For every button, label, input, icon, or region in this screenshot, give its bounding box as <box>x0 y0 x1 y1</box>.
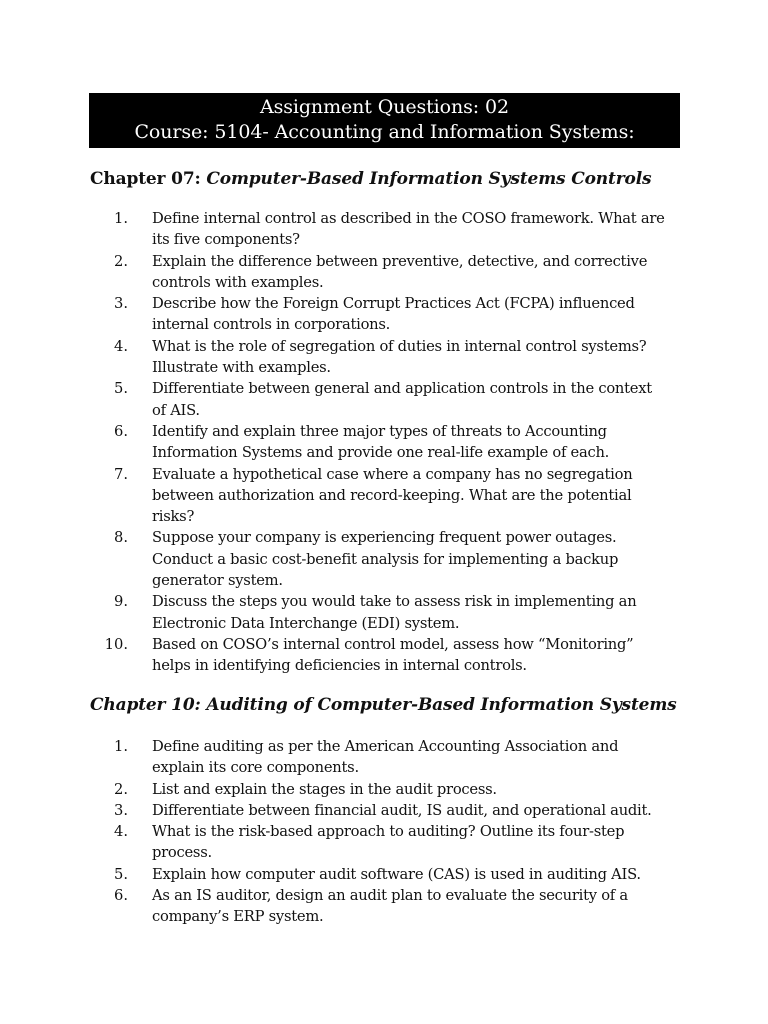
question-number: 8. <box>113 529 128 547</box>
question-text: Evaluate a hypothetical case where a company has no segregation between authorization and record-keeping. What are the potential risks? <box>152 465 633 526</box>
question-item <box>90 421 690 464</box>
question-number: 6. <box>113 887 128 905</box>
chapter-07-question-list <box>90 208 690 677</box>
question-number: 5. <box>113 380 128 398</box>
chapter-10-question-list <box>90 736 690 928</box>
question-number: 1. <box>113 210 128 227</box>
question-text: Explain how computer audit software (CAS) is used in auditing AIS. <box>152 865 641 883</box>
assignment-title: Assignment Questions: 02 <box>259 96 510 118</box>
question-item <box>90 251 690 294</box>
question-text: Identify and explain three major types of threats to Accounting Information Systems and provide one real-life example of each. <box>152 422 610 462</box>
question-number: 9. <box>113 593 128 611</box>
question-number: 2. <box>113 252 128 270</box>
question-item <box>90 527 690 591</box>
chapter-07-title: Computer-Based Information Systems Controls <box>206 169 652 189</box>
question-item <box>90 779 690 800</box>
question-text: Define internal control as described in the COSO framework. What are its five components? <box>152 210 665 249</box>
question-item <box>90 378 690 421</box>
question-text: Differentiate between general and application controls in the context of AIS. <box>152 380 652 419</box>
chapter-10-title: Chapter 10: Auditing of Computer-Based Information Systems <box>90 695 677 715</box>
assignment-header-banner <box>89 93 680 148</box>
question-item <box>90 293 690 336</box>
question-text: Differentiate between financial audit, IS audit, and operational audit. <box>152 801 652 819</box>
question-item <box>90 634 690 677</box>
question-text: List and explain the stages in the audit process. <box>152 780 497 798</box>
question-item <box>90 464 690 528</box>
question-item <box>90 591 690 634</box>
question-item <box>90 800 690 821</box>
question-item <box>90 885 690 928</box>
question-number: 5. <box>113 865 128 883</box>
question-item <box>90 336 690 379</box>
question-text: What is the risk-based approach to auditing? Outline its four-step process. <box>152 823 625 862</box>
question-number: 3. <box>113 801 128 819</box>
question-number: 7. <box>113 465 128 483</box>
chapter-07-label: Chapter 07: <box>90 169 207 189</box>
question-number: 3. <box>113 295 128 313</box>
question-item <box>90 736 690 779</box>
question-text: Explain the difference between preventive, detective, and corrective controls with examples. <box>152 252 648 291</box>
chapter-07-heading <box>90 168 651 190</box>
question-text: Discuss the steps you would take to assess risk in implementing an Electronic Data Interchange (EDI) system. <box>152 593 637 632</box>
question-text: What is the role of segregation of duties in internal control systems? Illustrate with examples. <box>152 337 647 377</box>
question-number: 2. <box>113 780 128 798</box>
question-number: 10. <box>104 635 128 653</box>
question-number: 6. <box>113 422 128 440</box>
question-item <box>90 821 690 864</box>
question-text: Suppose your company is experiencing frequent power outages. Conduct a basic cost-benefit analysis for implementing a backup generator system. <box>152 529 619 590</box>
question-number: 1. <box>113 738 128 755</box>
question-text: Define auditing as per the American Accounting Association and explain its core components. <box>152 738 619 777</box>
question-item <box>90 208 690 251</box>
question-number: 4. <box>113 337 128 355</box>
question-item <box>90 864 690 885</box>
question-text: As an IS auditor, design an audit plan to evaluate the security of a company’s ERP system. <box>152 887 628 926</box>
course-title: Course: 5104- Accounting and Information Systems: <box>134 121 635 143</box>
question-text: Based on COSO’s internal control model, assess how “Monitoring” helps in identifying deficiencies in internal controls. <box>152 635 634 675</box>
chapter-10-heading <box>90 694 677 716</box>
question-number: 4. <box>113 823 128 841</box>
question-text: Describe how the Foreign Corrupt Practices Act (FCPA) influenced internal controls in corporations. <box>152 295 635 334</box>
